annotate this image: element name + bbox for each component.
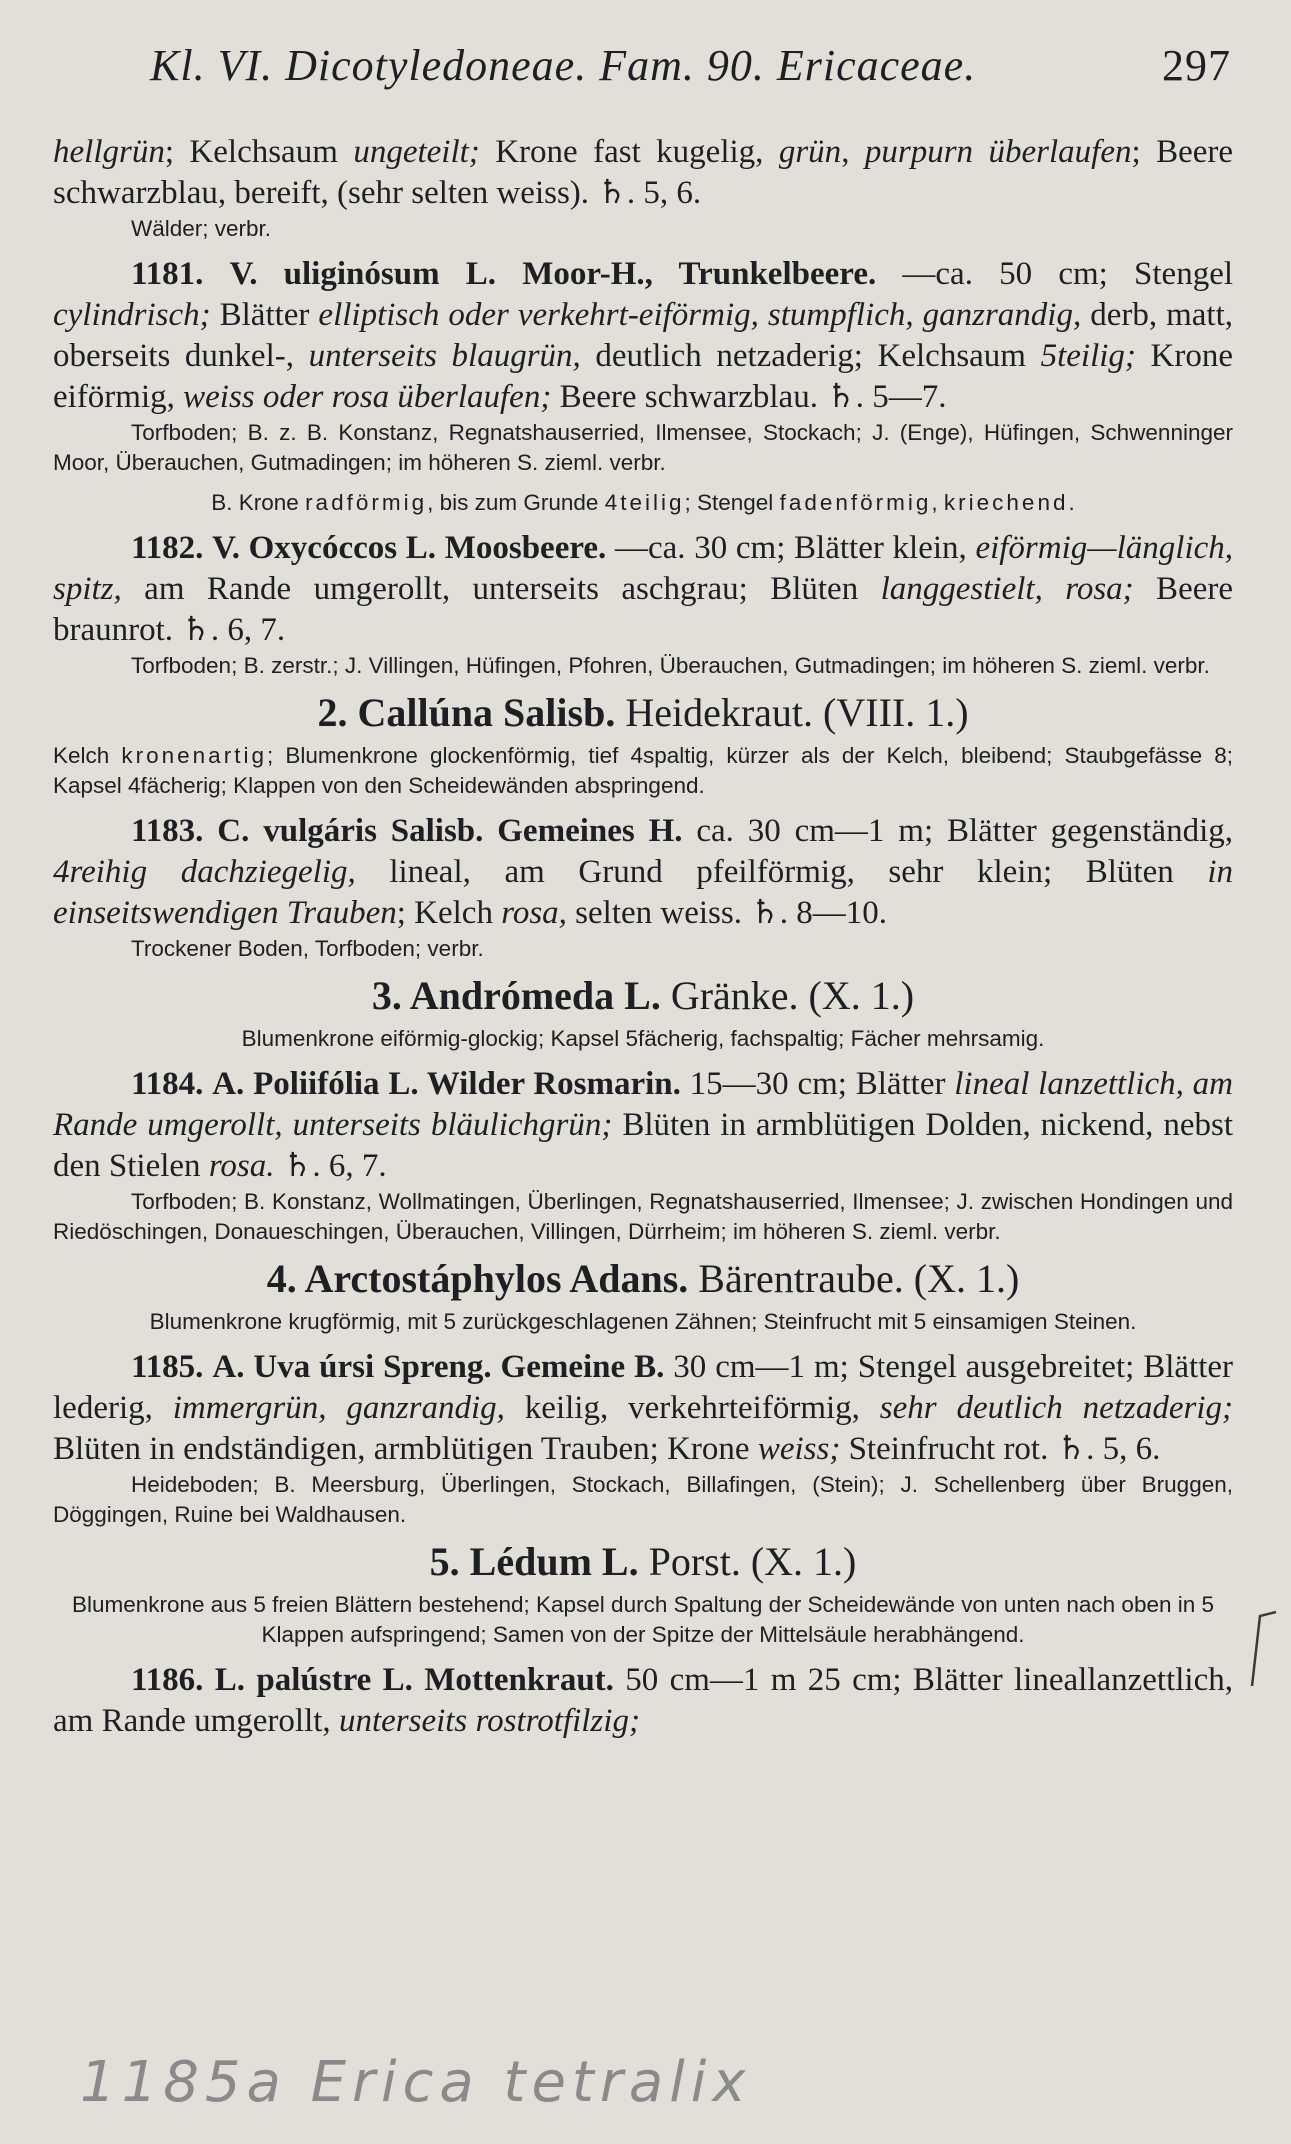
- genus-description: Blumenkrone aus 5 freien Blättern bestehend; Kapsel durch Spaltung der Scheidewände von unten nach oben in 5 Klappen aufspringend; Samen von der Spitze der Mittelsäule herabhängend.: [71, 1592, 1215, 1647]
- running-header: [150, 40, 1231, 91]
- species-entry-1184: 1184. A. Poliifólia L. Wilder Rosmarin. 15—30 cm; Blätter lineal lanzettlich, am Rande umgerollt, unterseits bläulichgrün; Blüten in armblütigen Dolden, nickend, nebst den Stielen rosa. ♄. 6, 7.: [53, 1066, 1234, 1184]
- species-entry-1182: 1182. V. Oxycóccos L. Moosbeere. —ca. 30 cm; Blätter klein, eiförmig—länglich, spitz, am Rande umgerollt, unterseits aschgrau; Blüten langgestielt, rosa; Beere braunrot. ♄. 6, 7.: [53, 530, 1234, 648]
- species-entry-1181: 1181. V. uliginósum L. Moor-H., Trunkelbeere. —ca. 50 cm; Stengel cylindrisch; Blätter elliptisch oder verkehrt-eiförmig, stumpflich, ganzrandig, derb, matt, oberseits dunkel-, unterseits blaugrün, deutlich netzaderig; Kelchsaum 5teilig; Krone eiförmig, weiss oder rosa überlaufen; Beere schwarzblau. ♄. 5—7.: [53, 256, 1234, 415]
- genus-description: Blumenkrone krugförmig, mit 5 zurückgeschlagenen Zähnen; Steinfrucht mit 5 einsamigen Steinen.: [149, 1309, 1137, 1334]
- genus-description: Kelch kronenartig; Blumenkrone glockenförmig, tief 4spaltig, kürzer als der Kelch, bleibend; Staubgefässe 8; Kapsel 4fächerig; Klappen von den Scheidewänden abspringend.: [53, 743, 1233, 798]
- species-number: 1185.: [131, 1349, 204, 1385]
- page-number: 297: [1162, 41, 1231, 90]
- species-number: 1181.: [131, 256, 204, 292]
- habitat-note: Trockener Boden, Torfboden; verbr.: [131, 936, 484, 961]
- species-number: 1183.: [131, 813, 204, 849]
- species-entry-1183: 1183. C. vulgáris Salisb. Gemeines H. ca. 30 cm—1 m; Blätter gegenständig, 4reihig dachziegelig, lineal, am Grund pfeilförmig, sehr klein; Blüten in einseitswendigen Trauben; Kelch rosa, selten weiss. ♄. 8—10.: [53, 813, 1233, 931]
- genus-heading-ledum: 5. Lédum L. Porst. (X. 1.): [429, 1539, 857, 1584]
- habitat-note: Torfboden; B. zerstr.; J. Villingen, Hüfingen, Pfohren, Überauchen, Gutmadingen; im höheren S. zieml. verbr.: [131, 653, 1210, 678]
- page-content: [53, 132, 1233, 1742]
- species-name: A. Uva úrsi Spreng. Gemeine B.: [212, 1349, 665, 1385]
- header-title: Kl. VI. Dicotyledoneae. Fam. 90. Ericaceae.: [150, 41, 977, 90]
- habitat-note: Torfboden; B. Konstanz, Wollmatingen, Überlingen, Regnatshauserried, Ilmensee; J. zwischen Hondingen und Riedöschingen, Donaueschingen, Überauchen, Villingen, Dürrheim; im höheren S. zieml. verbr.: [53, 1189, 1233, 1244]
- key-line-b: B. Krone radförmig, bis zum Grunde 4teilig; Stengel fadenförmig, kriechend.: [211, 490, 1075, 515]
- species-entry-1185: 1185. A. Uva úrsi Spreng. Gemeine B. 30 cm—1 m; Stengel ausgebreitet; Blätter lederig, immergrün, ganzrandig, keilig, verkehrteiförmig, sehr deutlich netzaderig; Blüten in endständigen, armblütigen Trauben; Krone weiss; Steinfrucht rot. ♄. 5, 6.: [53, 1349, 1234, 1467]
- species-name: V. Oxycóccos L. Moosbeere.: [212, 530, 607, 566]
- species-number: 1182.: [131, 530, 204, 566]
- species-entry-1186: 1186. L. palústre L. Mottenkraut. 50 cm—1 m 25 cm; Blätter lineallanzettlich, am Rande umgerollt, unterseits rostrotfilzig;: [53, 1662, 1233, 1739]
- continued-description: hellgrün; Kelchsaum ungeteilt; Krone fast kugelig, grün, purpurn überlaufen; Beere schwarzblau, bereift, (sehr selten weiss). ♄. 5, 6.: [53, 134, 1234, 211]
- handwritten-annotation: 1185a Erica tetralix: [80, 2050, 752, 2115]
- habitat-note: Torfboden; B. z. B. Konstanz, Regnatshauserried, Ilmensee, Stockach; J. (Enge), Hüfingen, Schwenninger Moor, Überauchen, Gutmadingen; im höheren S. zieml. verbr.: [53, 420, 1233, 475]
- genus-heading-calluna: 2. Callúna Salisb. Heidekraut. (VIII. 1.): [317, 690, 969, 735]
- habitat-note: Heideboden; B. Meersburg, Überlingen, Stockach, Billafingen, (Stein); J. Schellenberg über Bruggen, Döggingen, Ruine bei Waldhausen.: [53, 1472, 1233, 1527]
- genus-heading-arctostaphylos: 4. Arctostáphylos Adans. Bärentraube. (X. 1.): [266, 1256, 1020, 1301]
- species-name: A. Poliifólia L. Wilder Rosmarin.: [212, 1066, 681, 1102]
- species-name: L. palústre L. Mottenkraut.: [214, 1662, 614, 1698]
- genus-description: Blumenkrone eiförmig-glockig; Kapsel 5fächerig, fachspaltig; Fächer mehrsamig.: [241, 1026, 1045, 1051]
- species-name: C. vulgáris Salisb. Gemeines H.: [217, 813, 683, 849]
- habitat-note: Wälder; verbr.: [131, 216, 272, 241]
- species-number: 1184.: [131, 1066, 204, 1102]
- genus-heading-andromeda: 3. Andrómeda L. Gränke. (X. 1.): [371, 973, 915, 1018]
- margin-pencil-mark: [1238, 1608, 1278, 1688]
- species-number: 1186.: [131, 1662, 204, 1698]
- species-name: V. uliginósum L. Moor-H., Trunkelbeere.: [229, 256, 877, 292]
